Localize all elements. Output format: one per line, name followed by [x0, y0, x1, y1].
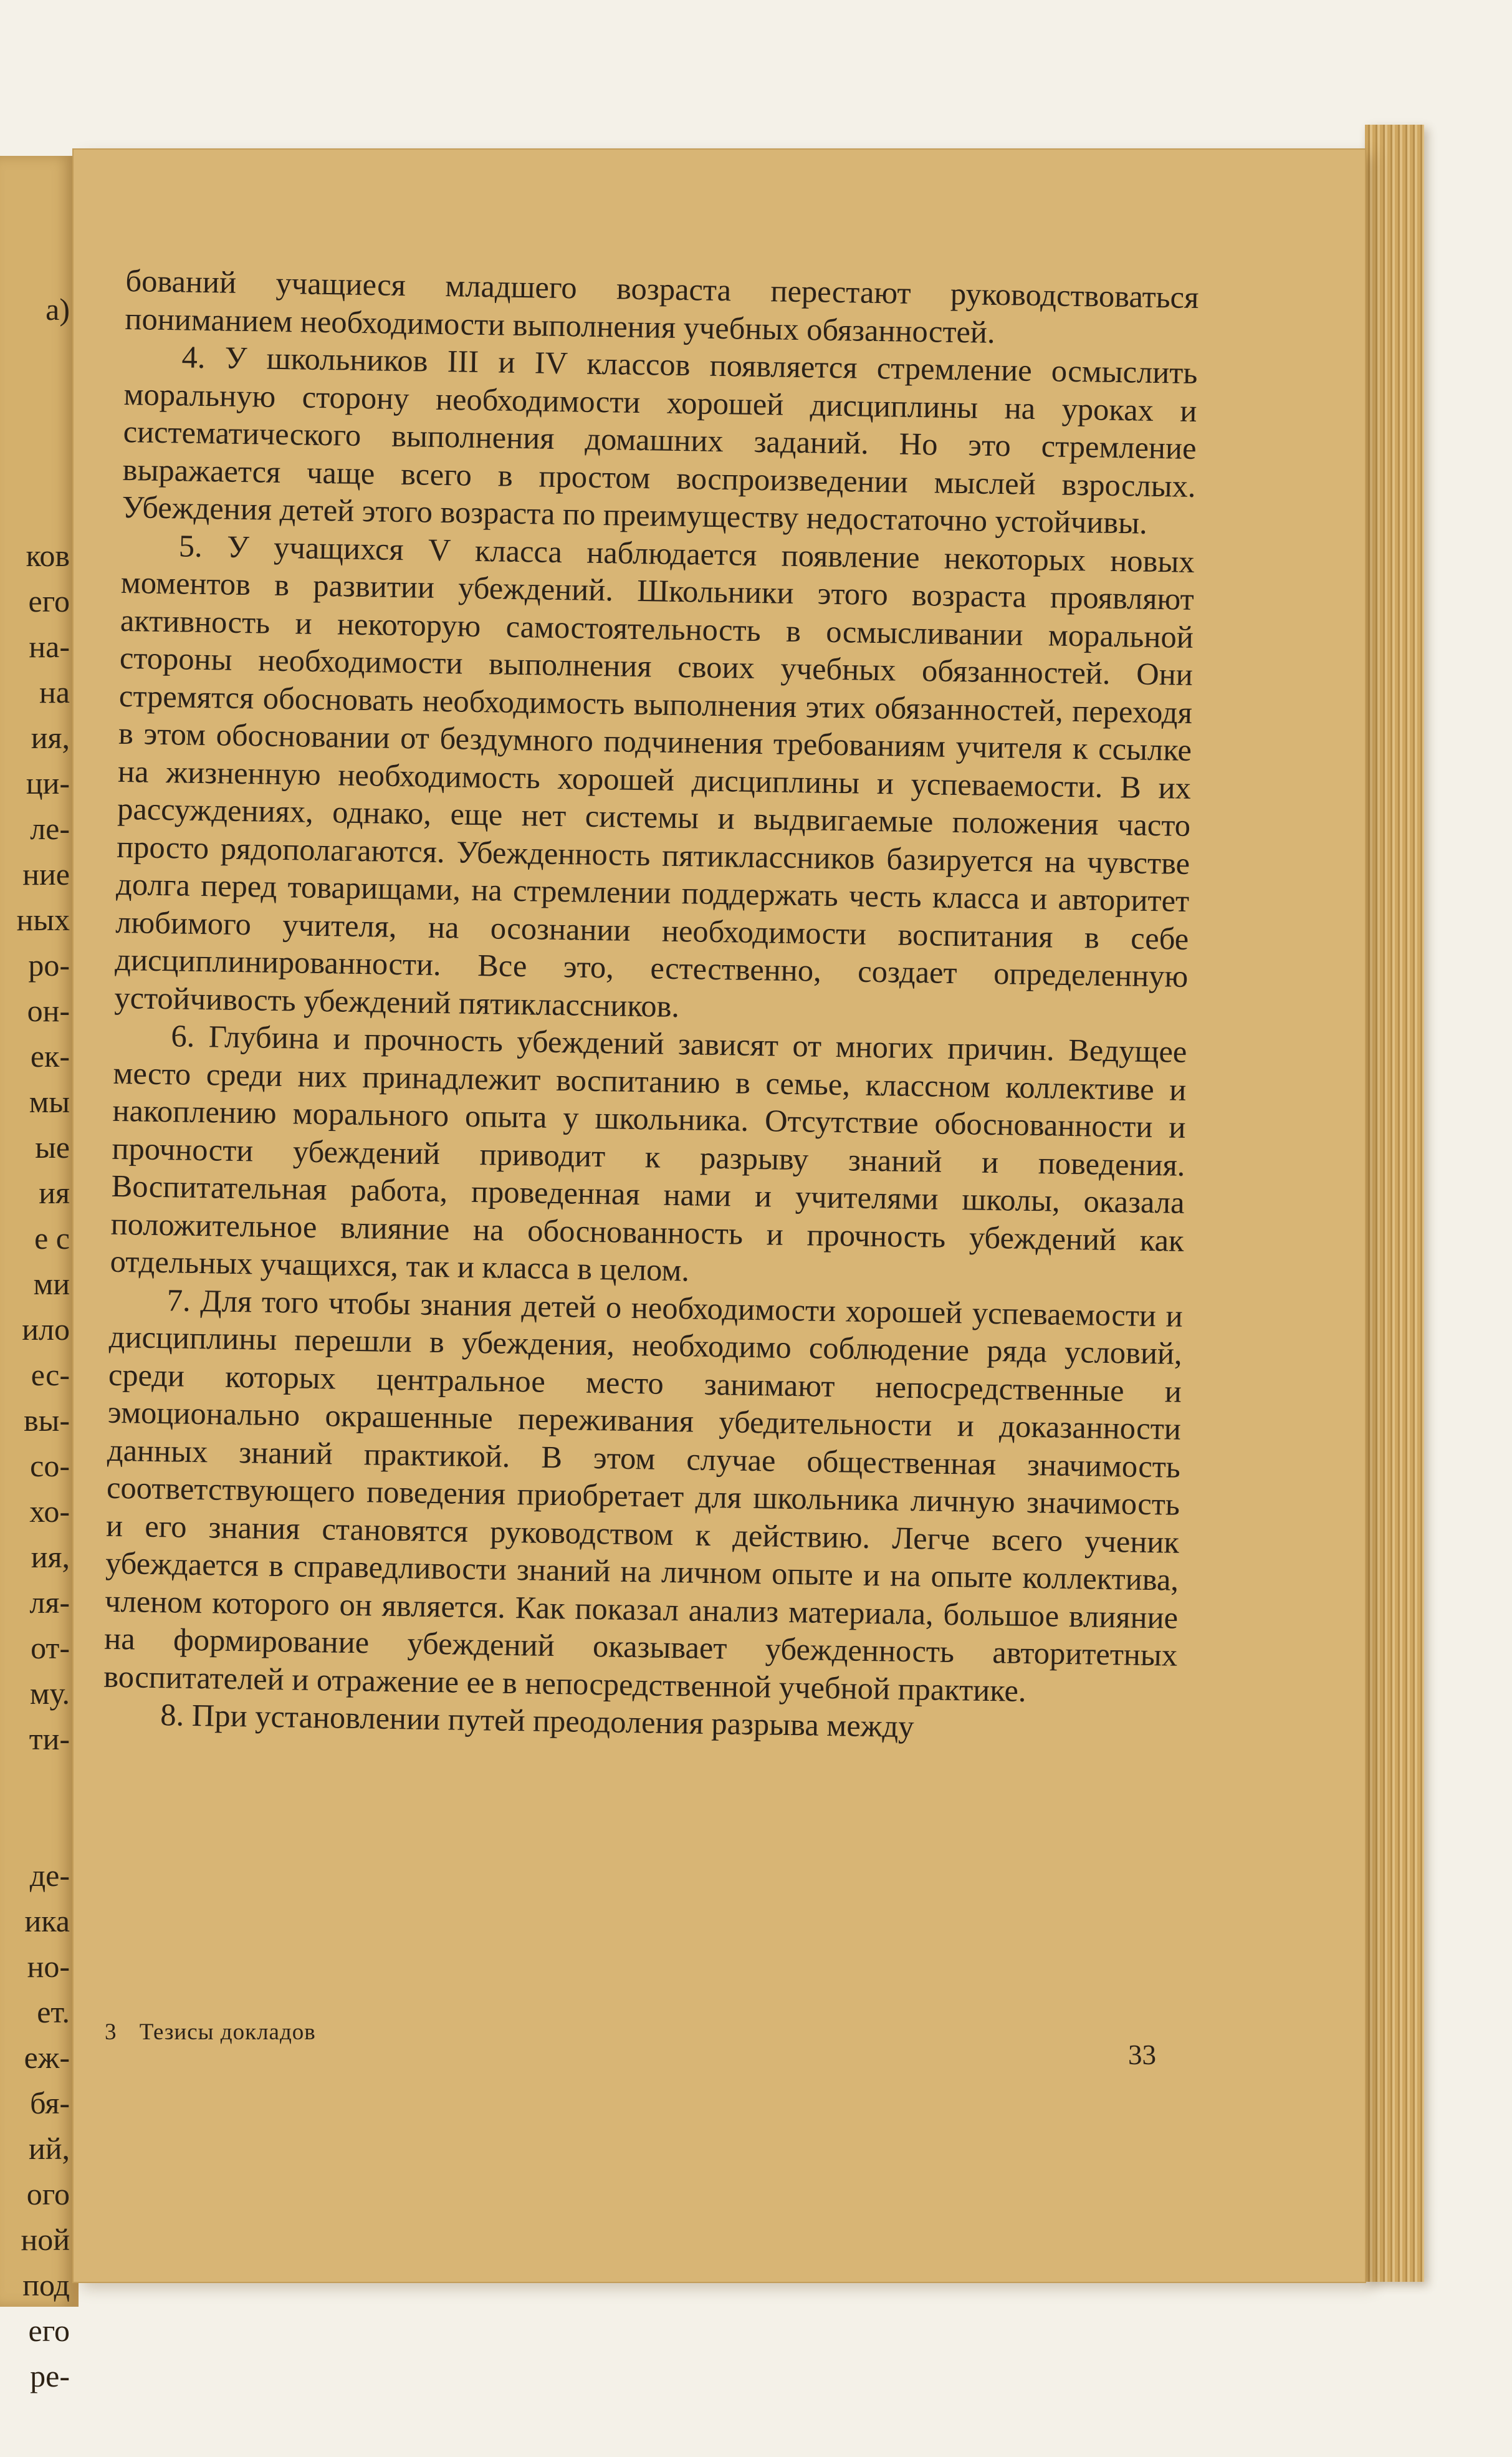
text-fragment: ет. [37, 1994, 70, 2029]
page-body-text [103, 262, 1199, 1749]
text-fragment: ре- [30, 2358, 70, 2393]
text-fragment: де- [29, 1858, 70, 1893]
text-fragment: ной [21, 2222, 70, 2257]
text-fragment: ле- [30, 811, 70, 846]
text-fragment: хо- [29, 1494, 70, 1529]
text-fragment: мы [29, 1084, 70, 1119]
text-fragment: ес- [31, 1357, 70, 1392]
text-fragment: от- [31, 1630, 70, 1665]
text-fragment: он- [27, 993, 70, 1028]
printer-signature [105, 2019, 316, 2046]
text-fragment: ние [22, 857, 70, 892]
paragraph: 7. Для того чтобы знания детей о необходимости хорошей успеваемости и дисциплины перешли в убеждения, необходимо соблюдение ряда условий, среди которых центральное место занимают непосредственные и эмоционально окрашенные переживания убедительности и доказанности данных знаний практикой. В этом случае общественная значимость соответствующего поведения приобретает для школьника личную значимость и его знания становятся руководством к действию. Легче всего ученик убеждается в справедливости знаний на личном опыте и на опыте коллектива, членом которого он является. Как показал анализ материала, большое влияние на формирование убеждений оказывает убежденность авторитетных воспитателей и отражение ее в непосредственной учебной практике. [103, 1282, 1184, 1708]
signature-title: Тезисы докладов [139, 2019, 316, 2045]
paragraph: 4. У школьников III и IV классов появляется стремление осмыслить моральную сторону необходимости хорошей дисциплины на уроках и систематического выполнения домашних заданий. Но это стремление выражается чаще всего в простом воспроизведении мыслей взрослых. Убеждения детей этого возраста по преимуществу недостаточно устойчивы. [122, 339, 1198, 541]
left-page [0, 156, 79, 2393]
paragraph: бований учащиеся младшего возраста перестают руководствоваться пониманием необходимости выполнения учебных обязанностей. [125, 262, 1199, 350]
text-fragment: на [39, 675, 70, 709]
text-fragment: ило [22, 1312, 70, 1347]
text-fragment: ных [16, 902, 70, 937]
paragraph: 5. У учащихся V класса наблюдается появление некоторых новых моментов в развитии убеждений. Школьники этого возраста проявляют активность и некоторую самостоятельность в осмысливании моральной стороны необходимости выполнения своих учебных обязанностей. Они стремятся обосновать необходимость выполнения этих обязанностей, переходя в этом обосновании от бездумного подчинения требованиям учителя к ссылке на жизненную необходимость хорошей дисциплины и успеваемости. В их рассуждениях, однако, еще нет системы и выдвигаемые положения часто просто рядополагаются. Убежденность пятиклассников базируется на чувстве долга перед товарищами, на стремлении поддержать честь класса и авторитет любимого учителя, на осознании необходимости воспитания в себе дисциплинированности. Все это, естественно, создает определенную устойчивость убеждений пятиклассников. [114, 527, 1195, 1024]
text-fragment: ого [26, 2176, 70, 2211]
text-fragment: ков [26, 538, 70, 573]
signature-number: 3 [105, 2019, 117, 2045]
paragraph: 6. Глубина и прочность убеждений зависят от многих причин. Ведущее место среди них принадлежит воспитанию в семье, классном коллективе и накоплению морального опыта у школьника. Отсутствие обоснованности и прочности убеждений приводит к разрыву знаний и поведения. Воспитательная работа, проведенная нами и учителями школы, оказала положительное влияние на обоснованность и прочность убеждений как отдельных учащихся, так и класса в целом. [110, 1018, 1187, 1288]
text-fragment: ия, [31, 1539, 70, 1574]
text-fragment: ые [35, 1130, 70, 1165]
text-fragment: ти- [29, 1721, 70, 1756]
text-fragment: а) [45, 292, 70, 327]
text-fragment: ия [39, 1175, 70, 1210]
text-fragment: на- [29, 629, 70, 664]
text-fragment: ми [33, 1266, 70, 1301]
text-fragment: ро- [28, 948, 70, 983]
text-fragment: му. [29, 1676, 70, 1711]
text-fragment: со- [30, 1448, 70, 1483]
page-number: 33 [1128, 2039, 1156, 2070]
left-page-text-fragments [16, 292, 70, 2399]
text-fragment: под [22, 2267, 70, 2302]
text-fragment: ля- [29, 1585, 70, 1620]
text-fragment: но- [27, 1949, 70, 1984]
text-fragment: ек- [30, 1039, 70, 1074]
text-fragment: еж- [24, 2040, 70, 2075]
text-fragment: его [28, 584, 70, 618]
text-fragment: ика [24, 1903, 70, 1938]
page-edges [1365, 125, 1424, 2282]
text-fragment: вы- [24, 1403, 70, 1438]
text-fragment: его [28, 2313, 70, 2348]
paragraph: 8. При установлении путей преодоления разрыва между [160, 1697, 915, 1744]
blank-gap [17, 1762, 70, 1853]
text-fragment: ий, [28, 2131, 70, 2166]
text-fragment: ци- [26, 766, 70, 801]
text-fragment: бя- [30, 2085, 70, 2120]
text-fragment: е с [34, 1221, 70, 1256]
text-fragment: ия, [31, 720, 70, 755]
